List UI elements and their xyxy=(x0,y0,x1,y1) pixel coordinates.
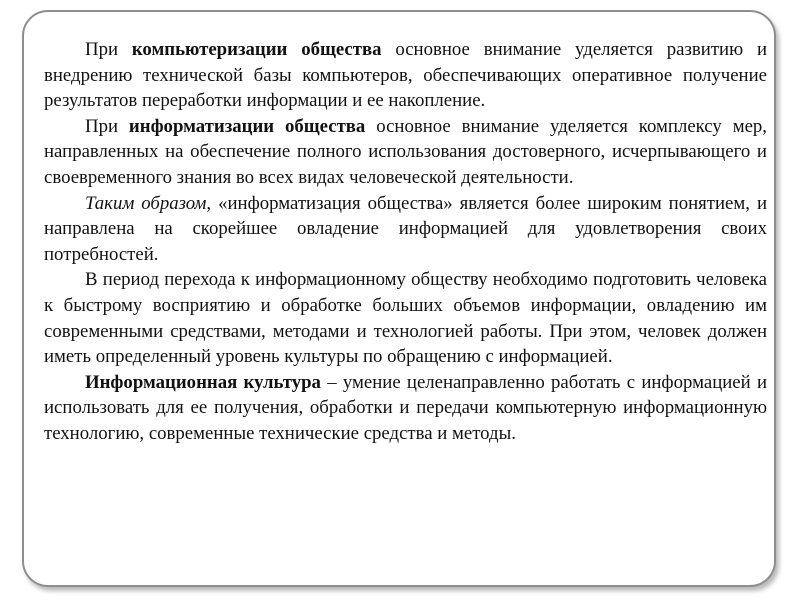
term-information-culture: Информационная культура xyxy=(85,371,321,393)
text-block xyxy=(44,37,767,447)
paragraph-lead: При xyxy=(85,39,132,60)
paragraph-body: – умение целенаправленно работать с информацией и использовать для ее получения, обработки и передачи компьютерную информационную технологию, современные технические средства и методы. xyxy=(44,371,767,444)
paragraph-informatization xyxy=(44,114,767,191)
paragraph-body: «информатизация общества» является более широким понятием, и направлена на скорейшее овладение информацией для удовлетворения своих потребностей. xyxy=(44,192,767,265)
italic-lead: Таким образом, xyxy=(85,192,212,214)
paragraph-conclusion xyxy=(44,191,767,268)
paragraph-transition xyxy=(44,267,767,369)
paragraph-body: основное внимание уделяется комплексу мер, направленных на обеспечение полного использования достоверного, исчерпывающего и своевременного знания во всех видах человеческой деятельности. xyxy=(44,115,768,188)
term-computerization: компьютеризации общества xyxy=(131,39,382,60)
paragraph-computerization xyxy=(44,37,767,114)
paragraph-body: основное внимание уделяется развитию и внедрению технической базы компьютеров, обеспечивающих оперативное получение результатов переработки информации и ее накопление. xyxy=(44,39,768,112)
paragraph-lead: При xyxy=(85,115,129,137)
term-informatization: информатизации общества xyxy=(128,115,366,137)
paragraph-information-culture xyxy=(44,370,767,447)
paragraph-body: В период перехода к информационному обществу необходимо подготовить человека к быстрому восприятию и обработке больших объемов информации, овладению им современными средствами, методами и технологией работы. При этом, человек должен иметь определенный уровень культуры по обращению с информацией. xyxy=(44,269,767,368)
